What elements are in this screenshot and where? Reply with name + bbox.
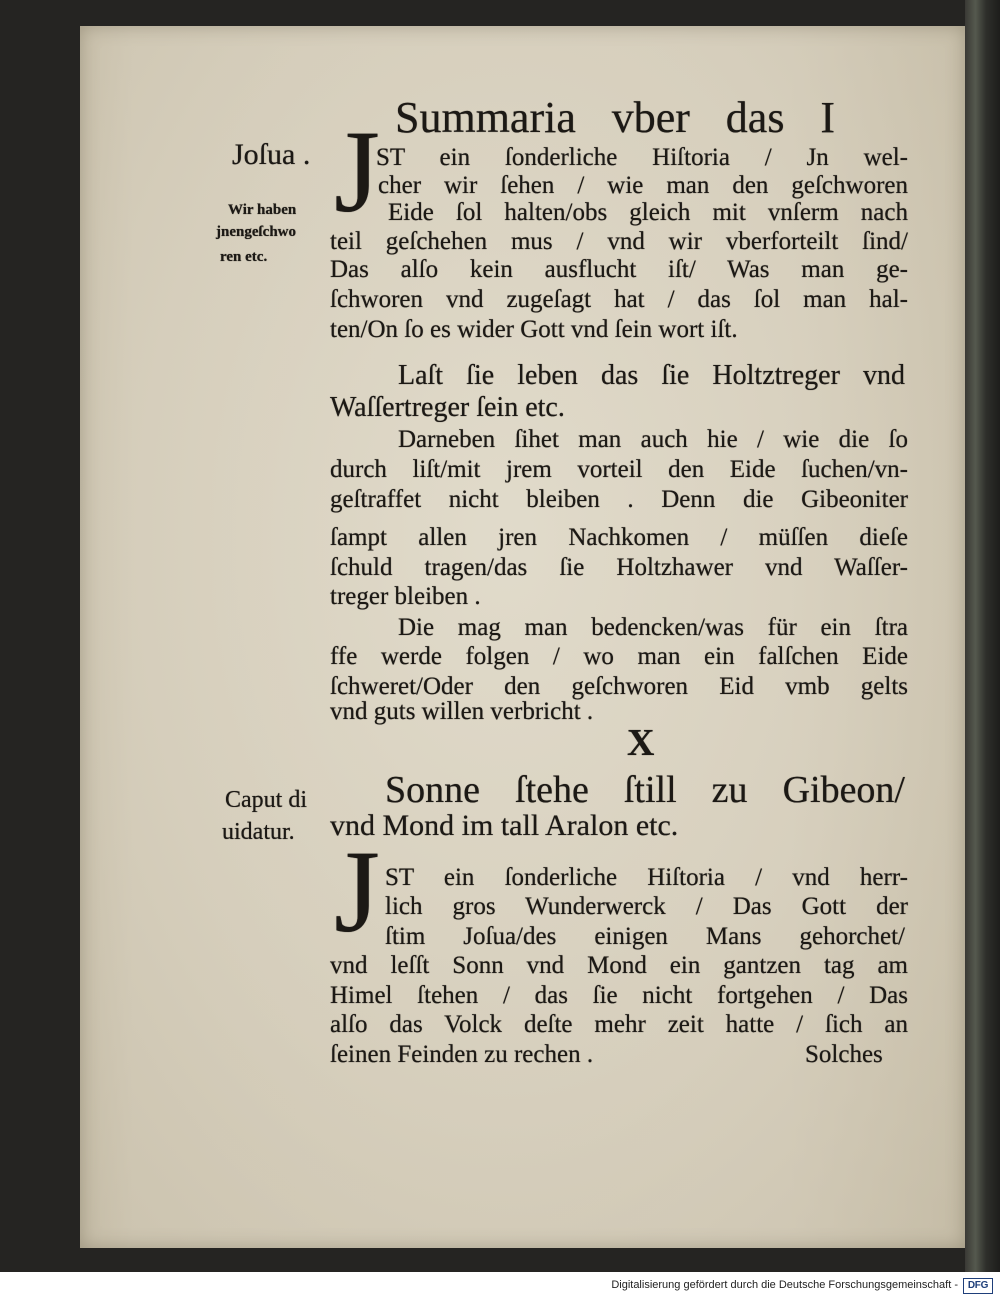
text-line: Himel ſtehen / das ſie nicht fortgehen / Das xyxy=(330,982,908,1009)
chapter-numeral: X xyxy=(627,722,655,764)
quote-line: Waſſertreger ſein etc. xyxy=(330,392,565,423)
margin-note-line: ren etc. xyxy=(220,249,268,265)
book-binding-edge xyxy=(965,0,1000,1272)
text-line: durch liſt/mit jrem vorteil den Eide ſuchen/vn- xyxy=(330,456,908,483)
text-line: ſchweret/Oder den geſchworen Eid vmb gelts xyxy=(330,673,908,700)
margin-note-line: uidatur. xyxy=(222,819,295,845)
catchword: Solches xyxy=(805,1041,883,1068)
text-line: ffe werde folgen / wo man ein falſchen Eide xyxy=(330,643,908,670)
margin-note-line: jnengeſchwo xyxy=(216,224,296,240)
text-line: cher wir ſehen / wie man den geſchworen xyxy=(378,172,908,199)
text-line: Darneben ſihet man auch hie / wie die ſo xyxy=(398,426,908,453)
text-line: ST ein ſonderliche Hiſtoria / vnd herr- xyxy=(385,864,908,891)
text-line: alſo das Volck deſte mehr zeit hatte / ſich an xyxy=(330,1011,908,1038)
text-line: ten/On ſo es wider Gott vnd ſein wort iſt. xyxy=(330,316,738,343)
drop-cap: J xyxy=(334,106,380,237)
text-line: treger bleiben . xyxy=(330,583,481,610)
text-line: ſchworen vnd zugeſagt hat / das ſol man hal- xyxy=(330,286,908,313)
text-line: ſtim Joſua/des einigen Mans gehorchet/ xyxy=(385,923,905,950)
text-line: ST ein ſonderliche Hiſtoria / Jn wel- xyxy=(376,144,908,171)
text-line: ſeinen Feinden zu rechen . xyxy=(330,1041,594,1068)
quote-line: Laſt ſie leben das ſie Holtztreger vnd xyxy=(398,360,905,391)
margin-note-line: Wir haben xyxy=(228,202,297,218)
text-line: ſchuld tragen/das ſie Holtzhawer vnd Waſſer- xyxy=(330,554,908,581)
margin-title: Joſua . xyxy=(232,138,311,171)
text-line: ſampt allen jren Nachkomen / müſſen dieſe xyxy=(330,524,908,551)
drop-cap: J xyxy=(334,826,380,957)
text-line: teil geſchehen mus / vnd wir vberforteilt ſind/ xyxy=(330,228,908,255)
text-line: Eide ſol halten/obs gleich mit vnſerm nach xyxy=(388,199,908,226)
footer-bar xyxy=(0,1272,1000,1297)
margin-note-line: Caput di xyxy=(225,787,307,813)
page-title: Summaria vber das I xyxy=(395,93,835,142)
text-line: lich gros Wunderwerck / Das Gott der xyxy=(385,893,908,920)
text-line: vnd guts willen verbricht . xyxy=(330,698,594,725)
dfg-logo: DFG xyxy=(963,1278,993,1294)
text-line: Die mag man bedencken/was für ein ſtra xyxy=(398,614,908,641)
section-heading: vnd Mond im tall Aralon etc. xyxy=(330,809,679,842)
footer-credit: Digitalisierung gefördert durch die Deutsche Forschungsgemeinschaft - xyxy=(611,1279,958,1291)
text-line: vnd leſſt Sonn vnd Mond ein gantzen tag am xyxy=(330,952,908,979)
section-heading: Sonne ſtehe ſtill zu Gibeon/ xyxy=(385,769,905,811)
text-line: Das alſo kein ausflucht iſt/ Was man ge- xyxy=(330,256,908,283)
text-line: geſtraffet nicht bleiben . Denn die Gibeoniter xyxy=(330,486,908,513)
